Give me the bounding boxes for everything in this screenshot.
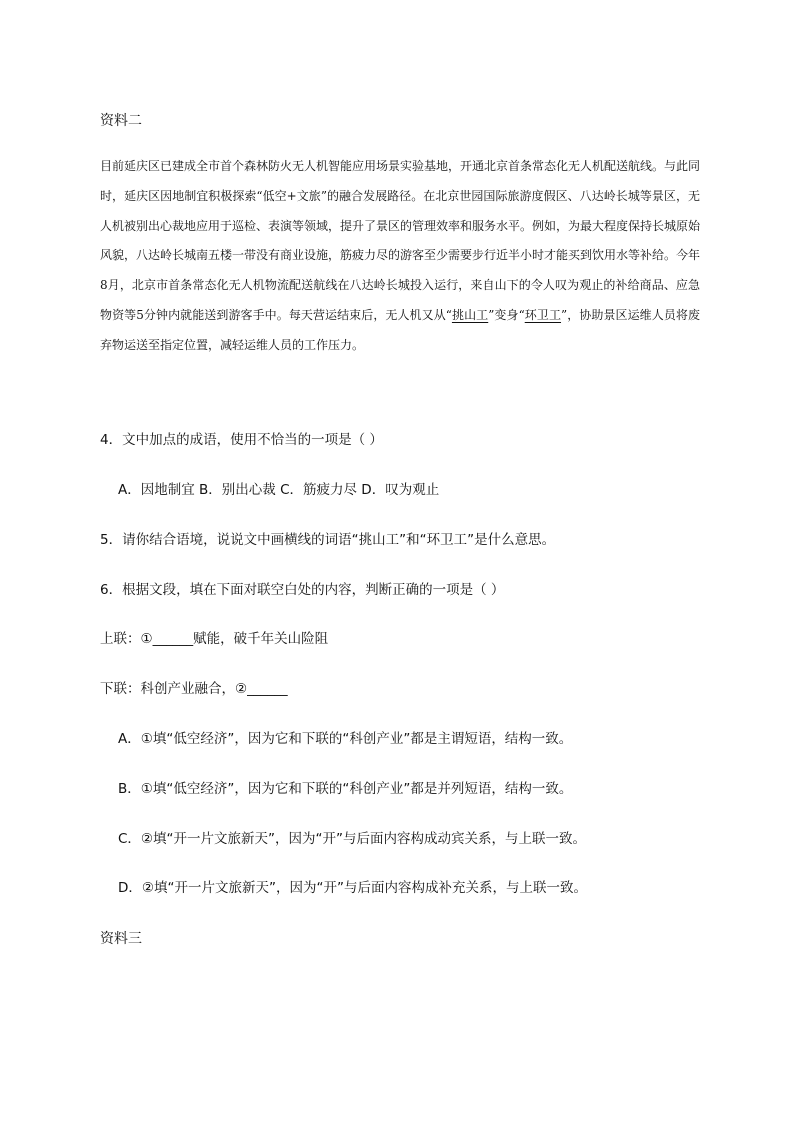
passage-paragraph xyxy=(100,152,700,361)
question-5-stem: 5．请你结合语境，说说文中画横线的词语“挑山工”和“环卫工”是什么意思。 xyxy=(100,532,556,548)
couplet-lower: 下联：科创产业融合，②______ xyxy=(100,681,288,697)
passage-text-1: 目前延庆区已建成全市首个森林防火无人机智能应用场景实验基地，开通北京首条常态化无人机配送航线。与此同时，延庆区因地制宜积极探索“低空+文旅”的融合发展路径。在北京世园国际旅游度假区、八达岭长城等景区，无人机被别出心裁地应用于巡检、表演等领域，提升了景区的管理效率和服务水平。例如，为最大程度保持长城原始风貌，八达岭长城南五楼一带没有商业设施，筋疲力尽的游客至少需要步行近半小时才能买到饮用水等补给。今年8月，北京市首条常态化无人机物流配送航线在八达岭长城投入运行，来自山下的令人叹为观止的补给商品、应急物资等5分钟内就能送到游客手中。每天营运结束后，无人机又从“ xyxy=(100,159,701,322)
underlined-word-tiaoshangong: 挑山工 xyxy=(451,307,489,322)
question-6-stem: 6．根据文段，填在下面对联空白处的内容，判断正确的一项是（ ） xyxy=(100,582,505,598)
passage-text-3: ”，协助景区运维人员将废弃物运送至指定位置，减轻运维人员的工作压力。 xyxy=(100,307,700,352)
question-4-stem: 4．文中加点的成语，使用不恰当的一项是（ ） xyxy=(100,432,383,448)
underlined-word-huanweigong: 环卫工 xyxy=(524,307,562,322)
section-2-title: 资料二 xyxy=(100,113,142,129)
passage-text-2: ”变身“ xyxy=(488,307,525,322)
question-6-option-c: C．②填“开一片文旅新天”，因为“开”与后面内容构成动宾关系，与上联一致。 xyxy=(118,831,587,847)
section-3-title: 资料三 xyxy=(100,931,142,947)
couplet-upper: 上联：①______赋能，破千年关山险阻 xyxy=(100,631,329,647)
question-6-option-d: D．②填“开一片文旅新天”，因为“开”与后面内容构成补充关系，与上联一致。 xyxy=(118,880,587,896)
question-6-option-b: B．①填“低空经济”，因为它和下联的“科创产业”都是并列短语，结构一致。 xyxy=(118,781,573,797)
question-6-option-a: A．①填“低空经济”，因为它和下联的“科创产业”都是主谓短语，结构一致。 xyxy=(118,731,573,747)
question-4-options: A．因地制宜 B．别出心裁 C．筋疲力尽 D．叹为观止 xyxy=(118,482,440,498)
